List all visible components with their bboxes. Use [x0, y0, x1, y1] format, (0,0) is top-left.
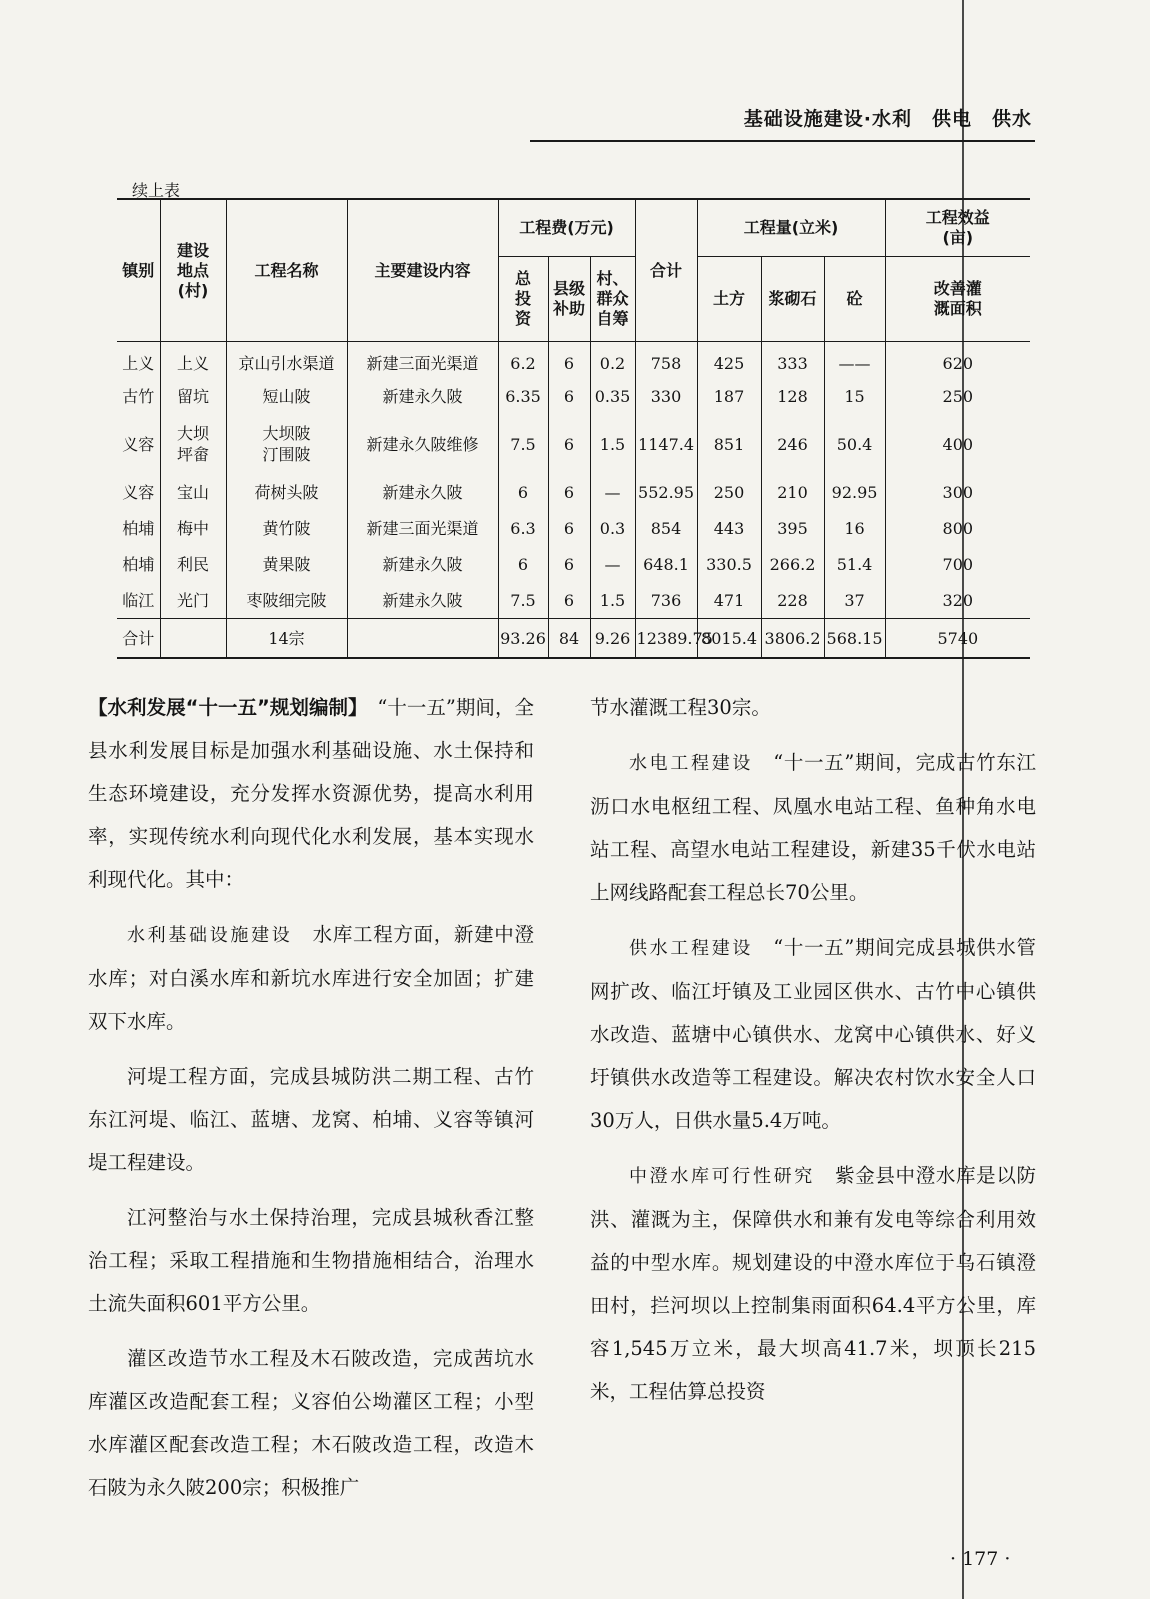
header-project-name: 工程名称: [226, 199, 347, 342]
paragraph: [590, 926, 1036, 1142]
cell-earth: 443: [697, 510, 761, 546]
cell-county-subsidy: 84: [548, 619, 590, 659]
cell-town: 古竹: [117, 378, 160, 414]
cell-irrigation-area: 300: [885, 474, 1030, 510]
paragraph: [88, 913, 534, 1043]
header-masonry: 浆砌石: [761, 257, 824, 342]
cell-project-name: 14宗: [226, 619, 347, 659]
cell-masonry: 228: [761, 582, 824, 619]
cell-masonry: 210: [761, 474, 824, 510]
cell-project-name: 枣陂细完陂: [226, 582, 347, 619]
cell-sum: 736: [635, 582, 697, 619]
cell-sum: 854: [635, 510, 697, 546]
paragraph-text: 灌区改造节水工程及木石陂改造，完成茜坑水库灌区改造配套工程；义容伯公坳灌区工程；小型水库灌区配套改造工程；木石陂改造工程，改造木石陂为永久陂200宗；积极推广: [88, 1347, 534, 1499]
cell-concrete: 92.95: [824, 474, 885, 510]
cell-village-self: 1.5: [590, 414, 635, 474]
cell-masonry: 266.2: [761, 546, 824, 582]
cell-earth: 187: [697, 378, 761, 414]
cell-village-self: 1.5: [590, 582, 635, 619]
cell-total-investment: 93.26: [498, 619, 548, 659]
cell-sum: 552.95: [635, 474, 697, 510]
cell-sum: 12389.75: [635, 619, 697, 659]
cell-village: 梅中: [160, 510, 226, 546]
cell-irrigation-area: 700: [885, 546, 1030, 582]
cell-irrigation-area: 800: [885, 510, 1030, 546]
body-column-right: [590, 686, 1036, 1413]
cell-village: [160, 619, 226, 659]
table-row: [117, 546, 1030, 582]
cell-village: 上义: [160, 342, 226, 379]
header-main-content: 主要建设内容: [347, 199, 498, 342]
cell-earth: 8015.4: [697, 619, 761, 659]
cell-village-self: 9.26: [590, 619, 635, 659]
cell-county-subsidy: 6: [548, 510, 590, 546]
table-row: [117, 582, 1030, 619]
cell-sum: 648.1: [635, 546, 697, 582]
cell-irrigation-area: 620: [885, 342, 1030, 379]
cell-total-investment: 6: [498, 474, 548, 510]
cell-town: 合计: [117, 619, 160, 659]
cell-masonry: 333: [761, 342, 824, 379]
paragraph: [590, 741, 1036, 914]
cell-town: 上义: [117, 342, 160, 379]
cell-project-name: 黄果陂: [226, 546, 347, 582]
table-caption: 续上表: [132, 181, 181, 200]
paragraph-text: 紫金县中澄水库是以防洪、灌溉为主，保障供水和兼有发电等综合利用效益的中型水库。规划建设的中澄水库位于乌石镇澄田村，拦河坝以上控制集雨面积64.4平方公里，库容1,545万立米，最大坝高41.7米，坝顶长215米，工程估算总投资: [590, 1164, 1036, 1403]
cell-county-subsidy: 6: [548, 546, 590, 582]
cell-irrigation-area: 5740: [885, 619, 1030, 659]
cell-town: 义容: [117, 414, 160, 474]
cell-main-content: 新建永久陂: [347, 546, 498, 582]
cell-main-content: 新建永久陂: [347, 474, 498, 510]
cell-concrete: 37: [824, 582, 885, 619]
paragraph-text: 节水灌溉工程30宗。: [590, 696, 771, 719]
header-volume-group: 工程量(立米): [697, 199, 885, 257]
header-county-subsidy: 县级 补助: [548, 257, 590, 342]
paragraph-text: 江河整治与水土保持治理，完成县城秋香江整治工程；采取工程措施和生物措施相结合，治理水土流失面积601平方公里。: [88, 1206, 534, 1315]
cell-project-name: 京山引水渠道: [226, 342, 347, 379]
header-irrigation-area: 改善灌 溉面积: [885, 257, 1030, 342]
cell-town: 义容: [117, 474, 160, 510]
cell-county-subsidy: 6: [548, 582, 590, 619]
paragraph: [88, 686, 534, 901]
projects-table: [117, 198, 1030, 659]
cell-total-investment: 6.2: [498, 342, 548, 379]
paragraph-text: “十一五”期间，完成古竹东江沥口水电枢纽工程、凤凰水电站工程、鱼种角水电站工程、高望水电站工程建设，新建35千伏水电站上网线路配套工程总长70公里。: [590, 751, 1036, 904]
cell-total-investment: 7.5: [498, 414, 548, 474]
cell-total-investment: 7.5: [498, 582, 548, 619]
cell-earth: 851: [697, 414, 761, 474]
header-village-self: 村、 群众 自筹: [590, 257, 635, 342]
cell-project-name: 黄竹陂: [226, 510, 347, 546]
cell-village: 大坝 坪畲: [160, 414, 226, 474]
cell-county-subsidy: 6: [548, 474, 590, 510]
running-header: 基础设施建设·水利 供电 供水: [743, 108, 1032, 130]
cell-masonry: 395: [761, 510, 824, 546]
paragraph: [590, 686, 1036, 729]
cell-sum: 758: [635, 342, 697, 379]
cell-village: 利民: [160, 546, 226, 582]
cell-village-self: —: [590, 546, 635, 582]
paragraph-lead: 【水利发展“十一五”规划编制】: [88, 696, 358, 719]
paragraph: [88, 1055, 534, 1184]
cell-earth: 425: [697, 342, 761, 379]
table-total-row: [117, 619, 1030, 659]
cell-main-content: 新建三面光渠道: [347, 342, 498, 379]
cell-main-content: 新建永久陂: [347, 378, 498, 414]
paragraph-lead: 水利基础设施建设: [127, 925, 293, 946]
cell-concrete: 51.4: [824, 546, 885, 582]
cell-main-content: 新建三面光渠道: [347, 510, 498, 546]
cell-village-self: 0.35: [590, 378, 635, 414]
cell-main-content: [347, 619, 498, 659]
cell-earth: 471: [697, 582, 761, 619]
cell-project-name: 短山陂: [226, 378, 347, 414]
cell-masonry: 3806.2: [761, 619, 824, 659]
page-number: · 177 ·: [950, 1548, 1011, 1570]
header-town: 镇别: [117, 199, 160, 342]
paragraph: [88, 1196, 534, 1325]
cell-earth: 250: [697, 474, 761, 510]
cell-town: 柏埔: [117, 546, 160, 582]
cell-concrete: 16: [824, 510, 885, 546]
cell-irrigation-area: 320: [885, 582, 1030, 619]
cell-village: 光门: [160, 582, 226, 619]
header-cost-group: 工程费(万元): [498, 199, 635, 257]
body-column-left: [88, 686, 534, 1509]
cell-irrigation-area: 250: [885, 378, 1030, 414]
cell-project-name: 大坝陂 汀围陂: [226, 414, 347, 474]
paragraph: [590, 1154, 1036, 1413]
table-row: [117, 378, 1030, 414]
table-row: [117, 510, 1030, 546]
cell-village: 宝山: [160, 474, 226, 510]
cell-concrete: 50.4: [824, 414, 885, 474]
cell-sum: 330: [635, 378, 697, 414]
header-rule: [530, 140, 1035, 142]
cell-county-subsidy: 6: [548, 378, 590, 414]
cell-main-content: 新建永久陂: [347, 582, 498, 619]
header-earth: 土方: [697, 257, 761, 342]
table-row: [117, 474, 1030, 510]
header-village: 建设 地点 (村): [160, 199, 226, 342]
cell-sum: 1147.4: [635, 414, 697, 474]
paragraph: [88, 1337, 534, 1509]
cell-total-investment: 6.3: [498, 510, 548, 546]
paragraph-text: “十一五”期间，全县水利发展目标是加强水利基础设施、水土保持和生态环境建设，充分发挥水资源优势，提高水利用率，实现传统水利向现代化水利发展，基本实现水利现代化。其中：: [88, 696, 534, 891]
cell-total-investment: 6: [498, 546, 548, 582]
cell-main-content: 新建永久陂维修: [347, 414, 498, 474]
cell-masonry: 128: [761, 378, 824, 414]
cell-concrete: 15: [824, 378, 885, 414]
paragraph-text: 水库工程方面，新建中澄水库；对白溪水库和新坑水库进行安全加固；扩建双下水库。: [88, 923, 534, 1033]
cell-town: 柏埔: [117, 510, 160, 546]
cell-village: 留坑: [160, 378, 226, 414]
cell-village-self: 0.2: [590, 342, 635, 379]
table-row: [117, 342, 1030, 379]
cell-project-name: 荷树头陂: [226, 474, 347, 510]
cell-masonry: 246: [761, 414, 824, 474]
header-concrete: 砼: [824, 257, 885, 342]
cell-village-self: —: [590, 474, 635, 510]
header-benefit-group: 工程效益 (亩): [885, 199, 1030, 257]
cell-village-self: 0.3: [590, 510, 635, 546]
paragraph-text: 河堤工程方面，完成县城防洪二期工程、古竹东江河堤、临江、蓝塘、龙窝、柏埔、义容等镇河堤工程建设。: [88, 1065, 534, 1174]
header-total-investment: 总 投 资: [498, 257, 548, 342]
paragraph-text: “十一五”期间完成县城供水管网扩改、临江圩镇及工业园区供水、古竹中心镇供水改造、蓝塘中心镇供水、龙窝中心镇供水、好义圩镇供水改造等工程建设。解决农村饮水安全人口30万人，日供水量5.4万吨。: [590, 936, 1036, 1132]
paragraph-lead: 中澄水库可行性研究: [629, 1166, 815, 1187]
cell-county-subsidy: 6: [548, 342, 590, 379]
cell-irrigation-area: 400: [885, 414, 1030, 474]
paragraph-lead: 供水工程建设: [629, 938, 754, 959]
paragraph-lead: 水电工程建设: [629, 753, 754, 774]
table-row: [117, 414, 1030, 474]
cell-earth: 330.5: [697, 546, 761, 582]
cell-total-investment: 6.35: [498, 378, 548, 414]
cell-concrete: 568.15: [824, 619, 885, 659]
cell-concrete: ——: [824, 342, 885, 379]
header-sum: 合计: [635, 199, 697, 342]
cell-county-subsidy: 6: [548, 414, 590, 474]
cell-town: 临江: [117, 582, 160, 619]
